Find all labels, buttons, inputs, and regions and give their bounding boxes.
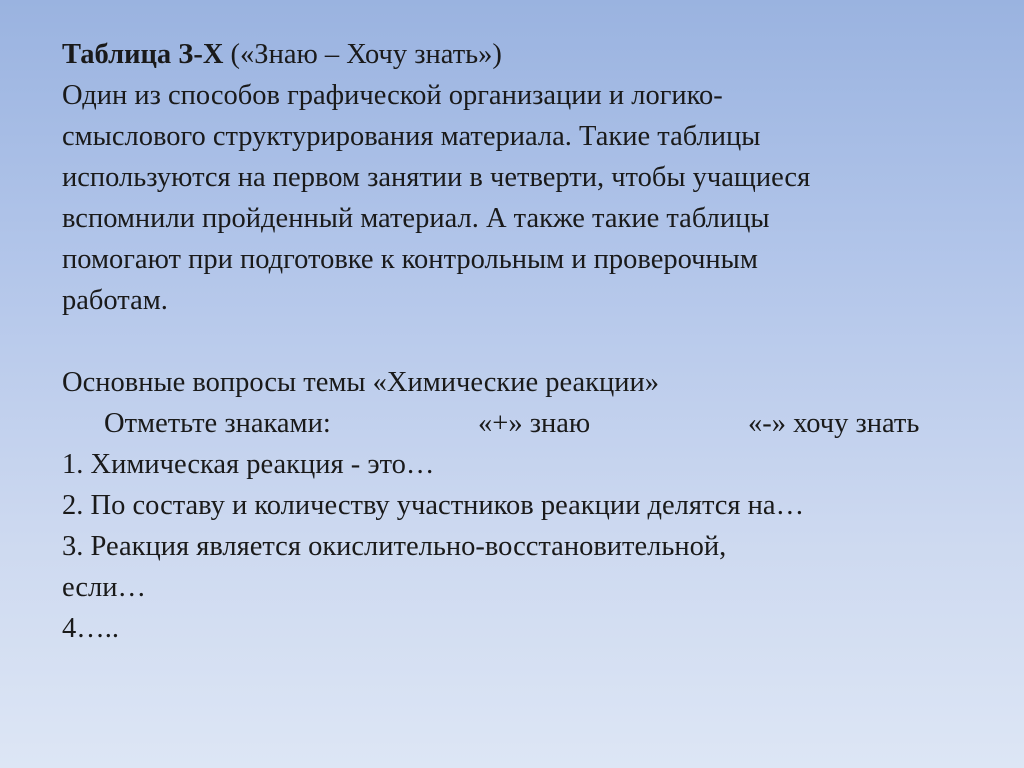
description-line-3: используются на первом занятии в четверти, чтобы учащиеся xyxy=(62,162,811,193)
question-2: 2. По составу и количеству участников реакции делятся на… xyxy=(62,490,805,521)
heading-subtitle: («Знаю – Хочу знать») xyxy=(223,39,502,70)
description-line-5: помогают при подготовке к контрольным и проверочным xyxy=(62,244,758,275)
question-3: 3. Реакция является окислительно-восстановительной, xyxy=(62,531,727,562)
marks-row xyxy=(62,403,982,444)
spacer xyxy=(62,321,982,362)
description-line-1: Один из способов графической организации и логико- xyxy=(62,80,723,111)
description-line-6: работам. xyxy=(62,285,168,316)
topic-line: Основные вопросы темы «Химические реакции» xyxy=(62,367,660,398)
description-line-4: вспомнили пройденный материал. А также такие таблицы xyxy=(62,203,770,234)
marks-prompt: Отметьте знаками: xyxy=(104,408,331,439)
question-1: 1. Химическая реакция - это… xyxy=(62,449,435,480)
question-3-continued: если… xyxy=(62,572,146,603)
heading-title: Таблица З-Х xyxy=(62,39,224,70)
mark-want: «-» хочу знать xyxy=(748,408,920,439)
mark-know: «+» знаю xyxy=(478,408,591,439)
slide-heading xyxy=(62,34,982,75)
question-4: 4….. xyxy=(62,613,119,644)
description-line-2: смыслового структурирования материала. Такие таблицы xyxy=(62,121,761,152)
slide-content xyxy=(62,34,982,649)
